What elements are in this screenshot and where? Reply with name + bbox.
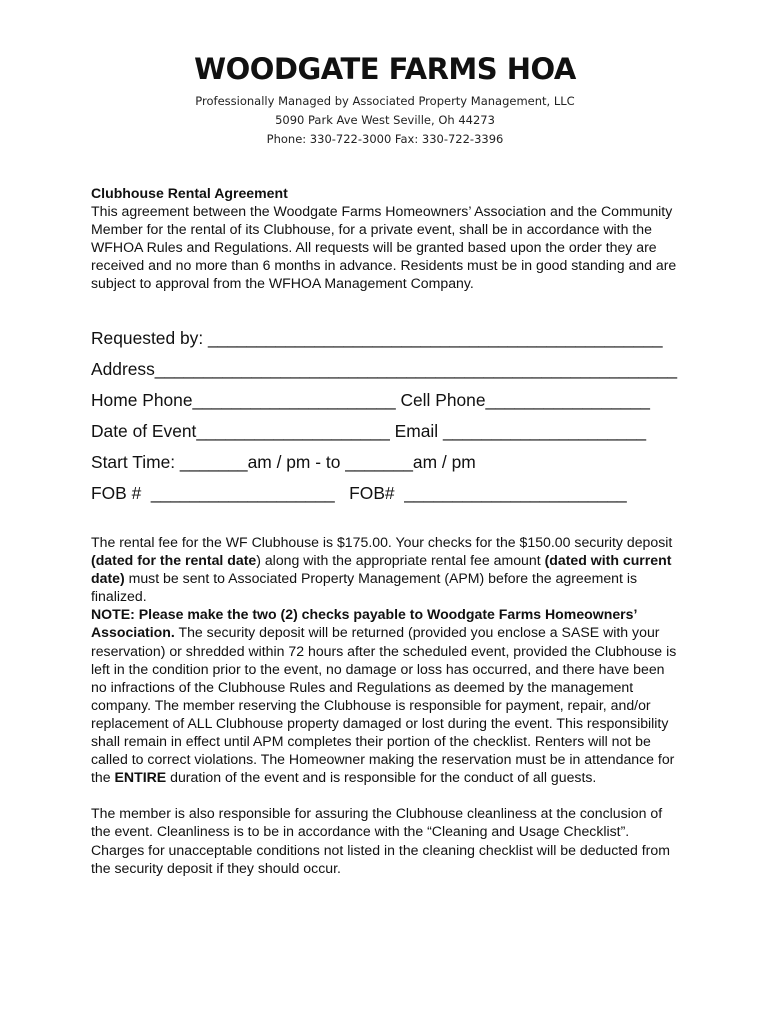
agreement-intro: This agreement between the Woodgate Farms Homeowners’ Association and the Community Member for the rental of its Clubhouse, for a private event, shall be in accordance with the WFHOA Rules and Regulations. All requests will be granted based upon the order they are received and no more than 6 months in advance. Residents must be in good standing and are subject to approval from the WFHOA Management Company. [91, 203, 677, 292]
entire-emphasis: ENTIRE [114, 769, 167, 786]
management-line: Professionally Managed by Associated Property Management, LLC [195, 94, 575, 108]
cleanliness-paragraph: The member is also responsible for assuring the Clubhouse cleanliness at the conclusion of the event. Cleanliness is to be in accordance with the “Cleaning and Usage Checklist”. Charges for unacceptable conditions not listed in the cleaning checklist will be deducted from the security deposit if they should occur. [91, 805, 670, 876]
address-line: 5090 Park Ave West Seville, Oh 44273 [275, 113, 495, 127]
agreement-heading: Clubhouse Rental Agreement [91, 185, 288, 201]
start-time-field[interactable]: Start Time: _______am / pm - to _______am / pm [91, 452, 476, 472]
terms-section [91, 533, 683, 877]
fee-text-2: ) along with the appropriate rental fee amount [256, 552, 545, 569]
address-field[interactable]: Address______________________________________________________ [91, 359, 678, 379]
phone-fax-line: Phone: 330-722-3000 Fax: 330-722-3396 [266, 132, 504, 146]
deposit-terms: The security deposit will be returned (provided you enclose a SASE with your reservation) or shredded within 72 hours after the scheduled event, provided the Clubhouse is left in the condition prior to the event, no damage or loss has occurred, and there have been no infractions of the Clubhouse Rules and Regulations as deemed by the management company. The member reserving the Clubhouse is responsible for payment, repair, and/or replacement of ALL Clubhouse property damaged or lost during the event. This responsibility shall remain in effect until APM completes their portion of the checklist. Renters will not be called to correct violations. The Homeowner making the reservation must be in attendance for the [91, 624, 677, 786]
note-paragraph [91, 605, 683, 786]
phone-fields[interactable]: Home Phone_____________________ Cell Phone_________________ [91, 390, 650, 410]
date-email-fields[interactable]: Date of Event____________________ Email _____________________ [91, 421, 647, 441]
fee-text: The rental fee for the WF Clubhouse is $175.00. Your checks for the $150.00 security deposit [91, 534, 673, 550]
payable-note: NOTE: Please make the two (2) checks payable to Woodgate Farms Homeowners’ Association. [91, 606, 637, 641]
rental-fee-paragraph [91, 533, 683, 605]
rental-date-note: (dated for the rental date [91, 552, 257, 569]
agreement-section [91, 184, 691, 293]
current-date-note: (dated with current date) [91, 552, 672, 587]
page-title: WOODGATE FARMS HOA [194, 52, 576, 86]
deposit-terms-end: duration of the event and is responsible for the conduct of all guests. [166, 769, 597, 786]
fee-text-3: must be sent to Associated Property Management (APM) before the agreement is finalized. [91, 570, 638, 605]
fob-fields[interactable]: FOB # ___________________ FOB# _______________________ [91, 483, 627, 503]
requested-by-field[interactable]: Requested by: _______________________________________________ [91, 328, 663, 348]
